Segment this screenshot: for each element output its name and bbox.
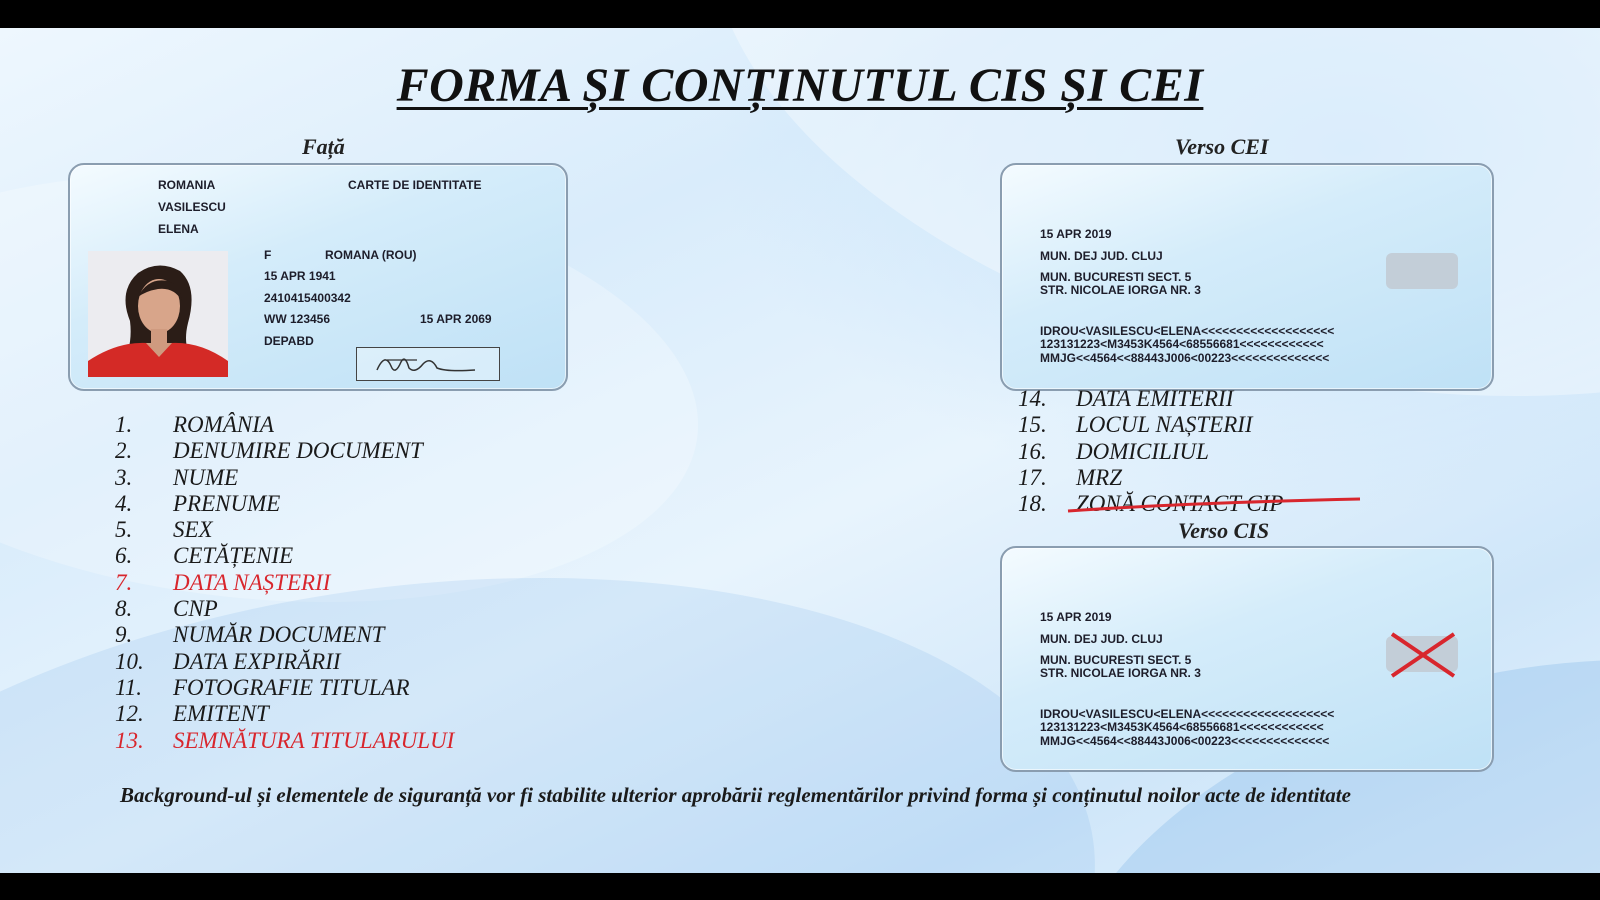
back-issue-date: 15 APR 2019	[1040, 610, 1112, 624]
field-item: 5. SEX	[115, 517, 213, 543]
field-item: 1. ROMÂNIA	[115, 412, 274, 437]
card-cnp: 2410415400342	[264, 291, 351, 305]
back-issue-date: 15 APR 2019	[1040, 227, 1112, 241]
back-mrz-line2: 123131223<M3453K4564<68556681<<<<<<<<<<<<	[1040, 337, 1324, 351]
card-issuer: DEPABD	[264, 334, 314, 348]
holder-signature	[356, 347, 500, 381]
field-item: 16. DOMICILIUL	[1018, 438, 1209, 464]
back-mrz-line1: IDROU<VASILESCU<ELENA<<<<<<<<<<<<<<<<<<<	[1040, 324, 1335, 338]
id-card-front	[68, 163, 568, 391]
field-item: 10. DATA EXPIRĂRII	[115, 648, 341, 674]
card-sex: F	[264, 248, 272, 262]
caption-front: Față	[302, 134, 345, 159]
field-item: 6. CETĂȚENIE	[115, 543, 294, 569]
field-item: 3. NUME	[115, 464, 239, 490]
back-mrz-line2: 123131223<M3453K4564<68556681<<<<<<<<<<<<	[1040, 720, 1324, 734]
card-doc-number: WW 123456	[264, 312, 331, 326]
card-country: ROMANIA	[158, 178, 216, 192]
card-doc-type: CARTE DE IDENTITATE	[348, 178, 482, 192]
back-birth-place: MUN. DEJ JUD. CLUJ	[1040, 632, 1163, 646]
back-address-line1: MUN. BUCURESTI SECT. 5	[1040, 653, 1192, 667]
id-card-back-cei	[1000, 163, 1494, 391]
slide	[0, 28, 1600, 873]
red-strike-mark	[1064, 493, 1364, 517]
back-birth-place: MUN. DEJ JUD. CLUJ	[1040, 249, 1163, 263]
back-address-line2: STR. NICOLAE IORGA NR. 3	[1040, 283, 1201, 297]
card-expiry: 15 APR 2069	[420, 312, 492, 326]
card-birth-date: 15 APR 1941	[264, 269, 336, 283]
card-nationality: ROMANA (ROU)	[325, 248, 417, 262]
field-item: 9. NUMĂR DOCUMENT	[115, 622, 385, 648]
footnote: Background-ul și elementele de siguranță vor fi stabilite ulterior aprobării reglementărilor privind forma și conținutul noilor acte de identitate	[120, 783, 1351, 807]
field-item-highlighted: 13. SEMNĂTURA TITULARULUI	[115, 727, 455, 753]
front-fields-list	[115, 412, 454, 754]
card-surname: VASILESCU	[158, 200, 226, 214]
red-x-icon	[1386, 630, 1460, 680]
field-item: 11. FOTOGRAFIE TITULAR	[115, 674, 410, 700]
field-item-struck: 18. ZONĂ CONTACT CIP	[1018, 491, 1283, 517]
caption-verso-cei: Verso CEI	[1175, 134, 1269, 159]
slide-title: FORMA ȘI CONȚINUTUL CIS ȘI CEI	[396, 59, 1204, 112]
holder-photo	[88, 251, 228, 377]
field-item: 17. MRZ	[1018, 464, 1122, 490]
back-mrz-line1: IDROU<VASILESCU<ELENA<<<<<<<<<<<<<<<<<<<	[1040, 707, 1335, 721]
back-mrz-line3: MMJG<<4564<<88443J006<00223<<<<<<<<<<<<<<	[1040, 734, 1330, 748]
caption-verso-cis: Verso CIS	[1178, 518, 1270, 543]
back-address-line1: MUN. BUCURESTI SECT. 5	[1040, 270, 1192, 284]
field-item-highlighted: 7. DATA NAȘTERII	[115, 569, 331, 595]
back-fields-list	[1018, 386, 1283, 517]
field-item: 4. PRENUME	[115, 490, 281, 516]
field-item: 15. LOCUL NAȘTERII	[1018, 412, 1253, 438]
contact-chip	[1386, 253, 1458, 289]
back-mrz-line3: MMJG<<4564<<88443J006<00223<<<<<<<<<<<<<<	[1040, 351, 1330, 365]
field-item: 14. DATA EMITERII	[1018, 386, 1234, 411]
back-address-line2: STR. NICOLAE IORGA NR. 3	[1040, 666, 1201, 680]
id-card-back-cis	[1000, 546, 1494, 772]
struck-label: ZONĂ CONTACT CIP	[1076, 491, 1284, 517]
card-given-name: ELENA	[158, 222, 199, 236]
field-item: 8. CNP	[115, 596, 218, 622]
field-item: 2. DENUMIRE DOCUMENT	[115, 438, 423, 464]
field-item: 12. EMITENT	[115, 701, 269, 727]
